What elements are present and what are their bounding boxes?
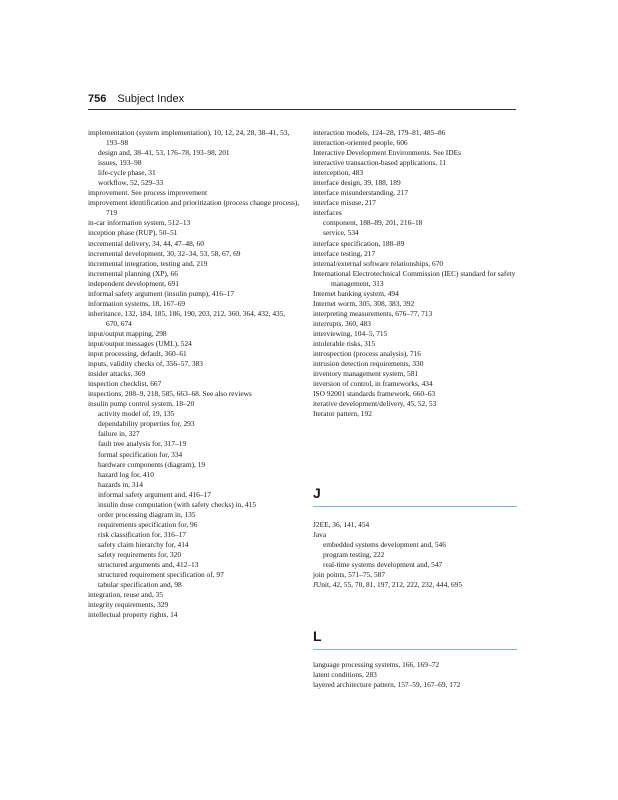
index-column-left — [88, 128, 300, 620]
index-entry: interface design, 39, 188, 189 — [313, 178, 401, 188]
index-section-j — [313, 520, 523, 590]
index-entry: interpreting measurements, 676–77, 713 — [313, 308, 433, 318]
index-entry: internal/external software relationships, 670 — [313, 258, 444, 268]
index-entry: implementation (system implementation), 10, 12, 24, 28, 38–41, 53, 193–98 — [88, 128, 290, 148]
index-entry: informal safety argument (insulin pump), 416–17 — [88, 288, 235, 298]
index-entry: interception, 483 — [313, 168, 364, 178]
section-rule — [313, 649, 517, 650]
index-entry: Interactive Development Environments. See IDEs — [313, 148, 461, 158]
index-entry: interaction models, 124–28, 179–81, 485–86 — [313, 128, 446, 137]
index-entry: inspections, 208–9, 218, 585, 663–68. See also reviews — [88, 389, 252, 399]
index-entry: incremental delivery, 34, 44, 47–48, 60 — [88, 238, 204, 248]
section-letter-l: L — [313, 628, 322, 644]
index-entry: Internet banking system, 494 — [313, 288, 399, 298]
index-entry: inputs, validity checks of, 356–57, 383 — [88, 359, 203, 369]
section-l-header — [313, 627, 517, 650]
index-entry: incremental development, 30, 32–34, 53, 58, 67, 69 — [88, 248, 241, 258]
running-title: Subject Index — [117, 93, 185, 105]
index-entry: join points, 571–75, 587 — [313, 570, 386, 580]
index-subentry: activity model of, 19, 135 — [98, 409, 175, 419]
index-subentry: risk classification for, 316–17 — [98, 529, 186, 539]
index-subentry: workflow, 52, 529–33 — [98, 178, 164, 188]
index-subentry: informal safety argument and, 416–17 — [98, 489, 211, 499]
index-entry: interrupts, 360, 483 — [313, 318, 371, 328]
index-subentry: tabular specification and, 98 — [98, 580, 182, 590]
index-subentry: requirements specification for, 96 — [98, 519, 198, 529]
index-entry: inspection checklist, 667 — [88, 379, 162, 389]
running-header — [88, 93, 516, 110]
index-entry: intellectual property rights, 14 — [88, 610, 178, 620]
index-subentry: hazards in, 314 — [98, 479, 143, 489]
index-subentry: dependability properties for, 293 — [98, 419, 195, 429]
index-entry: J2EE, 36, 141, 454 — [313, 520, 370, 529]
index-entry: integration, reuse and, 35 — [88, 590, 163, 600]
index-entry: Internet worm, 305, 308, 383, 392 — [313, 298, 415, 308]
index-subentry: structured arguments and, 412–13 — [98, 560, 199, 570]
index-entry: intrusion detection requirements, 330 — [313, 359, 424, 369]
index-subentry: service, 534 — [323, 228, 359, 238]
index-entry: inception phase (RUP), 50–51 — [88, 228, 178, 238]
index-entry: incremental integration, testing and, 219 — [88, 258, 208, 268]
section-rule — [313, 506, 517, 507]
index-section-l — [313, 660, 523, 690]
index-entry: insulin pump control system, 18–20 — [88, 399, 195, 409]
index-entry: Iterator pattern, 192 — [313, 409, 372, 419]
index-subentry: formal specification for, 334 — [98, 449, 183, 459]
section-j-header — [313, 484, 517, 507]
index-subentry: life-cycle phase, 31 — [98, 168, 156, 178]
index-entry: in-car information system, 512–13 — [88, 218, 191, 228]
index-entry: language processing systems, 166, 169–72 — [313, 660, 440, 669]
index-column-right — [313, 128, 523, 419]
index-entry: input/output mapping, 298 — [88, 328, 167, 338]
index-entry: incremental planning (XP), 66 — [88, 268, 178, 278]
index-entry: interface testing, 217 — [313, 248, 376, 258]
index-entry: International Electrotechnical Commission (IEC) standard for safety management, 313 — [313, 268, 516, 288]
index-entry: interface specification, 188–89 — [313, 238, 405, 248]
index-entry: input/output messages (UML), 524 — [88, 338, 192, 348]
index-entry: inheritance, 132, 184, 185, 186, 190, 203, 212, 360, 364, 432, 435, 670, 674 — [88, 308, 286, 328]
index-subentry: order processing diagram in, 135 — [98, 509, 196, 519]
index-subentry: embedded systems development and, 546 — [323, 540, 446, 550]
index-entry: Java — [313, 530, 327, 540]
index-entry: information systems, 18, 167–69 — [88, 298, 186, 308]
index-subentry: insulin dose computation (with safety checks) in, 415 — [98, 499, 257, 509]
index-entry: interactive transaction-based applications, 11 — [313, 158, 447, 168]
index-entry: JUnit, 42, 55, 70, 81, 197, 212, 222, 232, 444, 695 — [313, 580, 463, 590]
index-entry: integrity requirements, 329 — [88, 600, 169, 610]
index-entry: input processing, default, 360–61 — [88, 349, 187, 359]
index-subentry: hardware components (diagram), 19 — [98, 459, 206, 469]
index-subentry: real-time systems development and, 547 — [323, 560, 443, 570]
index-entry: interaction-oriented people, 606 — [313, 138, 408, 148]
index-entry: iterative development/delivery, 45, 52, 53 — [313, 399, 437, 409]
index-entry: introspection (process analysis), 716 — [313, 349, 421, 359]
index-subentry: component, 188–89, 201, 216–18 — [323, 218, 423, 228]
index-entry: improvement identification and prioritization (process change process), 719 — [88, 198, 300, 218]
index-entry: inversion of control, in frameworks, 434 — [313, 379, 433, 389]
index-entry: interface misunderstanding, 217 — [313, 188, 409, 198]
index-subentry: structured requirement specification of, 97 — [98, 570, 224, 580]
index-subentry: safety claim hierarchy for, 414 — [98, 539, 189, 549]
index-subentry: hazard log for, 410 — [98, 469, 154, 479]
index-subentry: failure in, 327 — [98, 429, 140, 439]
index-entry: inventory management system, 581 — [313, 369, 419, 379]
index-entry: layered architecture pattern, 157–59, 167–69, 172 — [313, 680, 461, 690]
index-entry: improvement. See process improvement — [88, 188, 208, 198]
index-entry: interface misuse, 217 — [313, 198, 377, 208]
index-entry: insider attacks, 369 — [88, 369, 146, 379]
index-subentry: issues, 193–98 — [98, 158, 142, 168]
index-entry: latent conditions, 283 — [313, 670, 377, 680]
index-subentry: design and, 38–41, 53, 176–78, 193–98, 201 — [98, 148, 230, 158]
index-entry: independent development, 691 — [88, 278, 179, 288]
index-subentry: program testing, 222 — [323, 550, 385, 560]
index-entry: interviewing, 104–5, 715 — [313, 328, 388, 338]
index-subentry: fault tree analysis for, 317–19 — [98, 439, 187, 449]
index-entry: ISO 92001 standards framework, 660–63 — [313, 389, 436, 399]
index-entry: intolerable risks, 315 — [313, 338, 376, 348]
section-letter-j: J — [313, 485, 321, 501]
index-subentry: safety requirements for, 320 — [98, 549, 182, 559]
page-number: 756 — [88, 93, 107, 105]
index-entry: interfaces — [313, 208, 342, 218]
